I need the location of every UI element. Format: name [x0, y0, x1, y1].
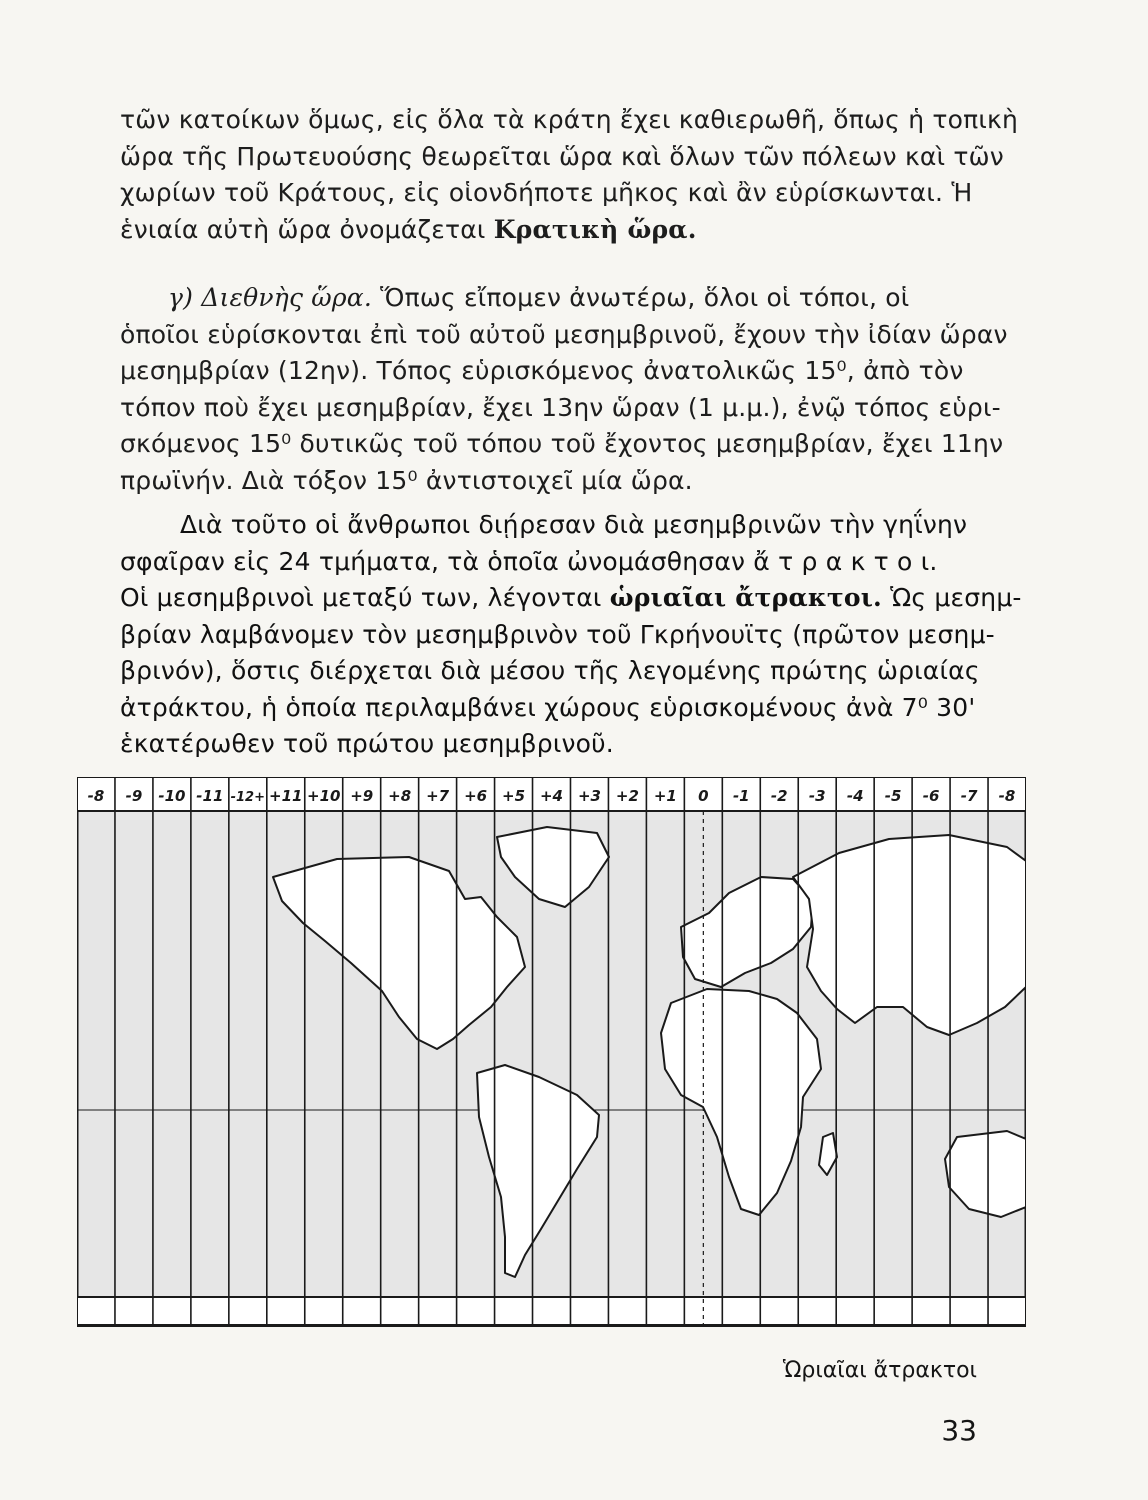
- text-span: Οἱ μεσημβρινοὶ μεταξύ των, λέγονται: [120, 583, 610, 612]
- antarctica: [77, 1297, 1026, 1325]
- zone-label: -5: [884, 787, 902, 805]
- text-line: [120, 212, 980, 249]
- zone-label: -1: [732, 787, 750, 805]
- page-number: 33: [941, 1414, 977, 1447]
- text-line: [120, 580, 1022, 617]
- zone-label: +2: [615, 787, 639, 805]
- zone-label: -2: [770, 787, 788, 805]
- zone-label: -3: [808, 787, 826, 805]
- text-line: τόπον ποὺ ἔχει μεσημβρίαν, ἔχει 13ην ὥραν (1 μ.μ.), ἐνῷ τόπος εὑρι-: [120, 392, 1001, 422]
- text-line: ὥρα τῆς Πρωτευούσης θεωρεῖται ὥρα καὶ ὅλων τῶν πόλεων καὶ τῶν: [120, 141, 1004, 171]
- zone-label: -6: [922, 787, 940, 805]
- text-line: χωρίων τοῦ Κράτους, εἰς οἱονδήποτε μῆκος καὶ ἂν εὑρίσκωνται. Ἡ: [120, 178, 973, 207]
- zone-label: -10: [158, 787, 186, 805]
- text-line: [120, 280, 980, 317]
- paragraph-atraktoi: [120, 507, 1022, 763]
- zone-label: -4: [846, 787, 864, 805]
- zone-label: +9: [350, 787, 374, 805]
- bold-term-oriaiai-atraktoi: ὡριαῖαι ἄτρακτοι.: [609, 583, 882, 612]
- zone-label: +7: [426, 787, 450, 805]
- paragraph-diethnis-ora: [120, 280, 1008, 499]
- zone-label: +1: [653, 787, 677, 805]
- zone-label: -11: [196, 787, 224, 805]
- text-line: βρινόν), ὅστις διέρχεται διὰ μέσου τῆς λεγομένης πρώτης ὡριαίας: [120, 656, 980, 685]
- map-caption: Ὡριαῖαι ἄτρακτοι: [782, 1358, 977, 1383]
- zone-label: +6: [464, 787, 488, 805]
- text-line: Διὰ τοῦτο οἱ ἄνθρωποι διῄρεσαν διὰ μεσημβρινῶν τὴν γηΐνην: [180, 510, 968, 539]
- text-span: Ὅπως εἴπομεν ἀνωτέρω, ὅλοι οἱ τόποι, οἱ: [372, 283, 910, 312]
- zone-label: +10: [307, 787, 341, 805]
- text-line: πρωϊνήν. Διὰ τόξον 15⁰ ἀντιστοιχεῖ μία ὥρα.: [120, 465, 693, 495]
- zone-label: -8: [998, 787, 1016, 805]
- zone-label: +8: [388, 787, 412, 805]
- paragraph-kratiki-ora: [120, 102, 1019, 248]
- time-zones-map: [77, 777, 1026, 1327]
- zone-label: -12+: [230, 790, 266, 805]
- zone-label: 0: [698, 787, 709, 805]
- bold-term-kratiki-ora: Κρατικὴ ὥρα.: [493, 214, 697, 244]
- text-span: ἑνιαία αὐτὴ ὥρα ὀνομάζεται: [120, 214, 494, 244]
- text-line: τῶν κατοίκων ὅμως, εἰς ὅλα τὰ κράτη ἔχει καθιερωθῆ, ὅπως ἡ τοπικὴ: [120, 105, 1019, 134]
- text-line: ἑκατέρωθεν τοῦ πρώτου μεσημβρινοῦ.: [120, 729, 614, 758]
- zone-label: +3: [577, 787, 601, 805]
- zone-label: -8: [87, 787, 105, 805]
- text-line: ὁποῖοι εὑρίσκονται ἐπὶ τοῦ αὐτοῦ μεσημβρινοῦ, ἔχουν τὴν ἰδίαν ὥραν: [120, 319, 1008, 349]
- zone-label: +11: [269, 787, 303, 805]
- section-label: γ) Διεθνὴς ὥρα.: [168, 283, 373, 312]
- text-line: σκόμενος 15⁰ δυτικῶς τοῦ τόπου τοῦ ἔχοντος μεσημβρίαν, ἔχει 11ην: [120, 429, 1004, 458]
- text-line: βρίαν λαμβάνομεν τὸν μεσημβρινὸν τοῦ Γκρήνουϊτς (πρῶτον μεσημ-: [120, 619, 995, 649]
- text-line: ἀτράκτου, ἡ ὁποία περιλαμβάνει χώρους εὑρισκομένους ἀνὰ 7⁰ 30': [120, 692, 976, 722]
- zone-label: -7: [960, 787, 978, 805]
- text-span: Ὡς μεσημ-: [881, 583, 1022, 612]
- text-line: μεσημβρίαν (12ην). Τόπος εὑρισκόμενος ἀνατολικῶς 15⁰, ἀπὸ τὸν: [120, 356, 964, 385]
- text-line: σφαῖραν εἰς 24 τμήματα, τὰ ὁποῖα ὠνομάσθησαν ἄ τ ρ α κ τ ο ι.: [120, 546, 938, 576]
- zone-label: -9: [125, 787, 143, 805]
- zone-label: +4: [539, 787, 564, 805]
- zone-label: +5: [502, 787, 526, 805]
